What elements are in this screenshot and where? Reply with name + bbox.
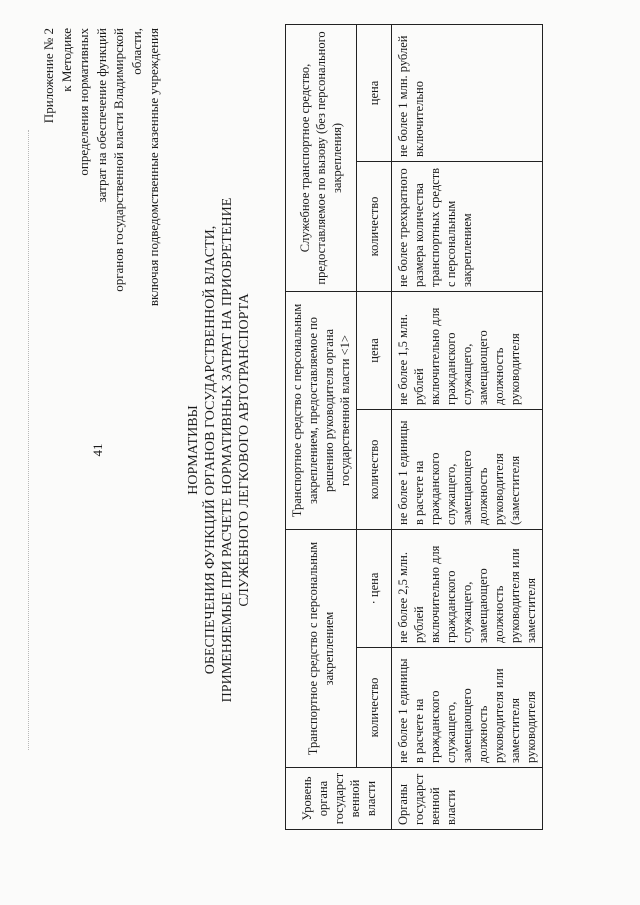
subheader-price: цена <box>357 24 392 161</box>
cell-g1-quantity: не более 1 единицы в расчете на гражданского служащего, замещающего должность руководителя или заместителя руководителя <box>392 648 543 768</box>
cell-g3-price: не более 1 млн. рублей включительно <box>392 24 543 161</box>
appendix-line: органов государственной власти Владимирской <box>111 28 126 292</box>
table-subheader-row <box>357 24 392 829</box>
title-line: НОРМАТИВЫ <box>186 405 201 495</box>
appendix-line: к Методике <box>58 28 74 92</box>
table-header-row <box>286 24 357 829</box>
header-group-personal: Транспортное средство с персональным закреплением <box>286 529 357 767</box>
subheader-quantity: количество <box>357 409 392 529</box>
subheader-quantity: количество <box>357 648 392 768</box>
header-group-on-call: Служебное транспортное средство, предоставляемое по вызову (без персонального закрепления) <box>286 24 357 291</box>
cell-g2-quantity: не более 1 единицы в расчете на гражданского служащего, замещающего должность руководителя (заместителя <box>392 409 543 529</box>
document-title <box>185 50 253 850</box>
subheader-price: · цена <box>357 529 392 647</box>
table-row <box>392 24 543 829</box>
appendix-header <box>40 28 163 448</box>
subheader-quantity: количество <box>357 161 392 291</box>
appendix-line: области, <box>128 28 144 75</box>
cell-g3-quantity: не более трехкратного размера количества транспортных средств с персональным закреплением <box>392 161 543 291</box>
appendix-line: определения нормативных <box>76 28 91 176</box>
title-line: СЛУЖЕБНОГО ЛЕГКОВОГО АВТОТРАНСПОРТА <box>237 293 252 607</box>
cell-level: Органы государственной власти <box>392 768 543 830</box>
page-number: 41 <box>90 443 105 457</box>
title-line: ПРИМЕНЯЕМЫЕ ПРИ РАСЧЕТЕ НОРМАТИВНЫХ ЗАТРАТ НА ПРИОБРЕТЕНИЕ <box>220 197 235 703</box>
header-group-by-decision: Транспортное средство с персональным закреплением, предоставляемое по решению руководителя органа государственной власти <1> <box>286 291 357 529</box>
title-line: ОБЕСПЕЧЕНИЯ ФУНКЦИЙ ОРГАНОВ ГОСУДАРСТВЕННОЙ ВЛАСТИ, <box>203 225 218 675</box>
appendix-line: Приложение № 2 <box>41 28 56 124</box>
appendix-line: включая подведомственные казенные учреждения <box>146 28 161 307</box>
norms-table <box>285 24 543 830</box>
cell-g1-price: не более 2,5 млн. рублей включительно для гражданского служащего, замещающего должность руководителя или заместителя <box>392 529 543 647</box>
subheader-price: цена <box>357 291 392 409</box>
cell-g2-price: не более 1,5 млн. рублей включительно для гражданского служащего, замещающего должность руководителя <box>392 291 543 409</box>
appendix-line: затрат на обеспечение функций <box>93 28 109 203</box>
header-level: Уровень органа государственной власти <box>286 768 392 830</box>
